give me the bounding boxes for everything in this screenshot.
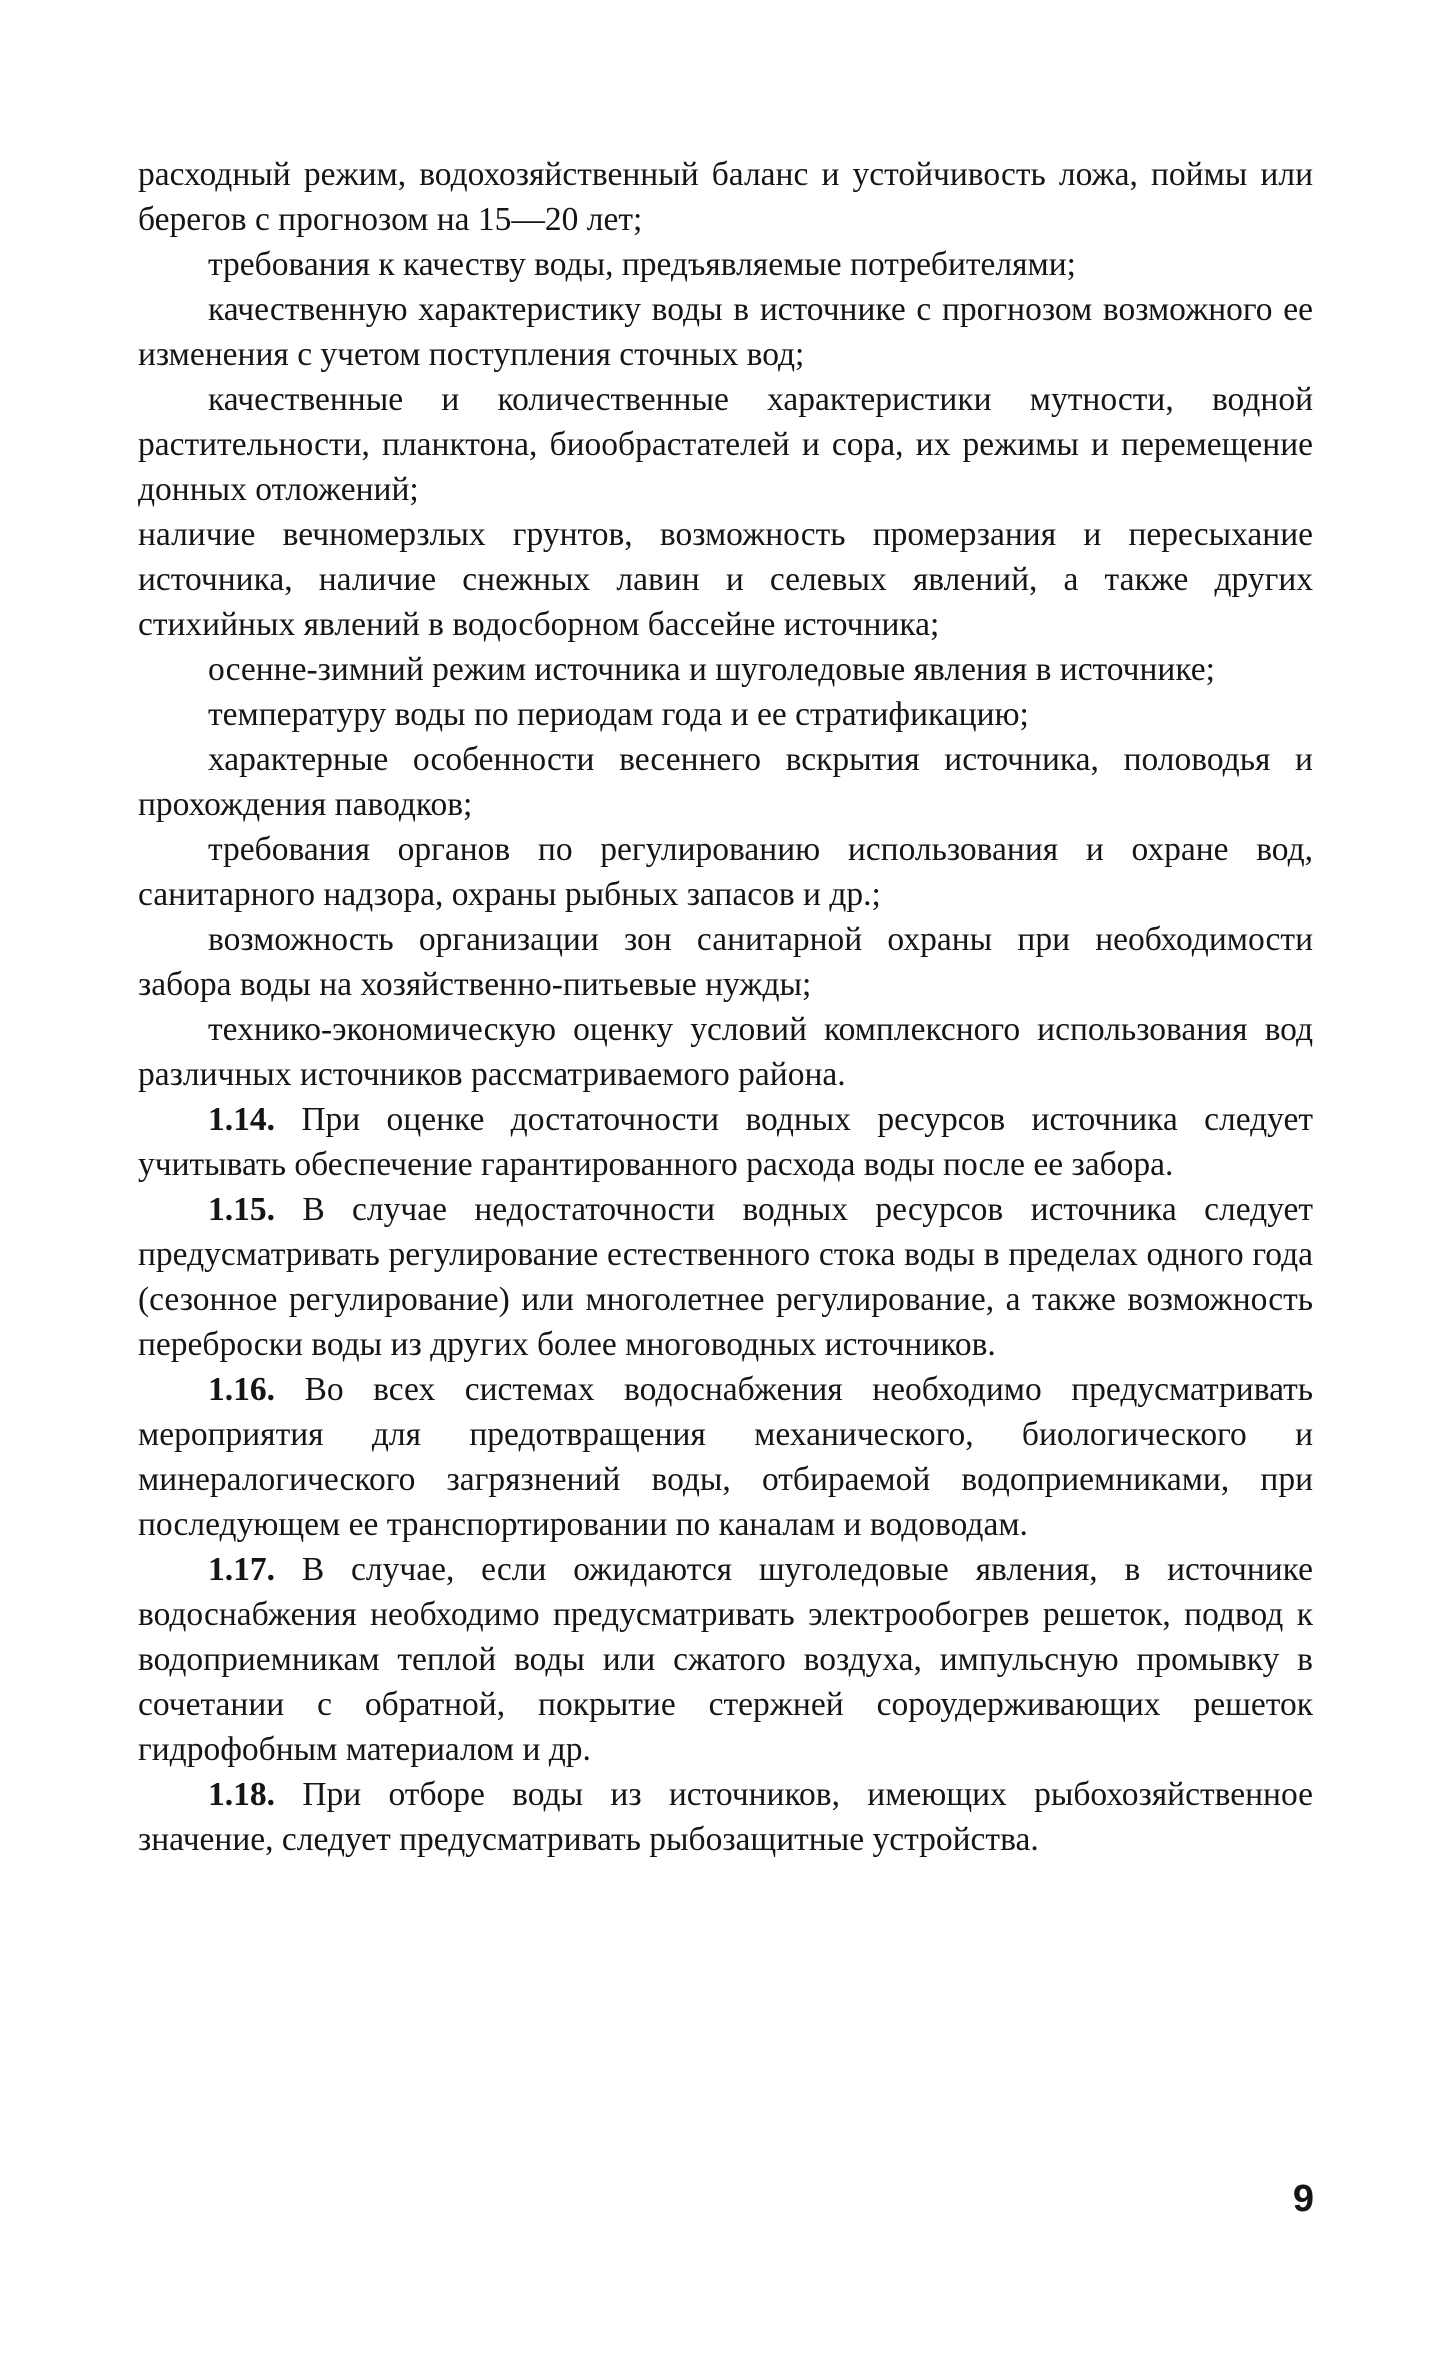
paragraph: качественные и количественные характеристики мутности, водной растительности, планктона, биообрастателей и сора, их режимы и перемещение донных отложений;: [138, 381, 1313, 508]
paragraph: осенне-зимний режим источника и шуголедовые явления в источнике;: [208, 651, 1215, 688]
clause-number: 1.16.: [208, 1371, 275, 1408]
clause-number: 1.15.: [208, 1191, 275, 1228]
clause-text: В случае недостаточности водных ресурсов источника следует предусматривать регулирование естественного стока воды в пределах одного года (сезонное регулирование) или многолетнее регулирование, а также возможность переброски воды из других более многоводных источников.: [138, 1191, 1314, 1363]
paragraph: наличие вечномерзлых грунтов, возможность промерзания и пересыхание источника, наличие снежных лавин и селевых явлений, а также других стихийных явлений в водосборном бассейне источника;: [138, 516, 1313, 643]
paragraph: требования к качеству воды, предъявляемые потребителями;: [208, 246, 1076, 283]
clause-1-17: [138, 1547, 1313, 1772]
paragraph: характерные особенности весеннего вскрытия источника, половодья и прохождения паводков;: [138, 741, 1313, 823]
page-number: 9: [1292, 2178, 1314, 2220]
paragraph: температуру воды по периодам года и ее стратификацию;: [208, 696, 1029, 733]
clause-text: Во всех системах водоснабжения необходимо предусматривать мероприятия для предотвращения механического, биологического и минералогического загрязнений воды, отбираемой водоприемниками, при последующем ее транспортировании по каналам и водоводам.: [138, 1371, 1313, 1543]
clause-text: При отборе воды из источников, имеющих рыбохозяйственное значение, следует предусматривать рыбозащитные устройства.: [138, 1776, 1313, 1858]
clause-1-16: [138, 1367, 1313, 1547]
paragraph: возможность организации зон санитарной охраны при необходимости забора воды на хозяйственно-питьевые нужды;: [138, 921, 1313, 1003]
paragraph: требования органов по регулированию использования и охране вод, санитарного надзора, охраны рыбных запасов и др.;: [138, 831, 1313, 913]
clause-number: 1.17.: [208, 1551, 275, 1588]
clause-text: При оценке достаточности водных ресурсов источника следует учитывать обеспечение гарантированного расхода воды после ее забора.: [138, 1101, 1313, 1183]
clause-1-15: [138, 1187, 1313, 1367]
clause-text: В случае, если ожидаются шуголедовые явления, в источнике водоснабжения необходимо предусматривать электрообогрев решеток, подвод к водоприемникам теплой воды или сжатого воздуха, импульсную промывку в сочетании с обратной, покрытие стержней сороудерживающих решеток гидрофобным материалом и др.: [138, 1551, 1313, 1768]
document-page: [138, 152, 1313, 1862]
clause-1-18: [138, 1772, 1313, 1862]
paragraph: расходный режим, водохозяйственный баланс и устойчивость ложа, поймы или берегов с прогнозом на 15—20 лет;: [138, 156, 1313, 238]
paragraph: технико-экономическую оценку условий комплексного использования вод различных источников рассматриваемого района.: [138, 1011, 1313, 1093]
clause-number: 1.18.: [208, 1776, 275, 1813]
clause-1-14: [138, 1097, 1313, 1187]
paragraph: качественную характеристику воды в источнике с прогнозом возможного ее изменения с учетом поступления сточных вод;: [138, 291, 1313, 373]
clause-number: 1.14.: [208, 1101, 275, 1138]
